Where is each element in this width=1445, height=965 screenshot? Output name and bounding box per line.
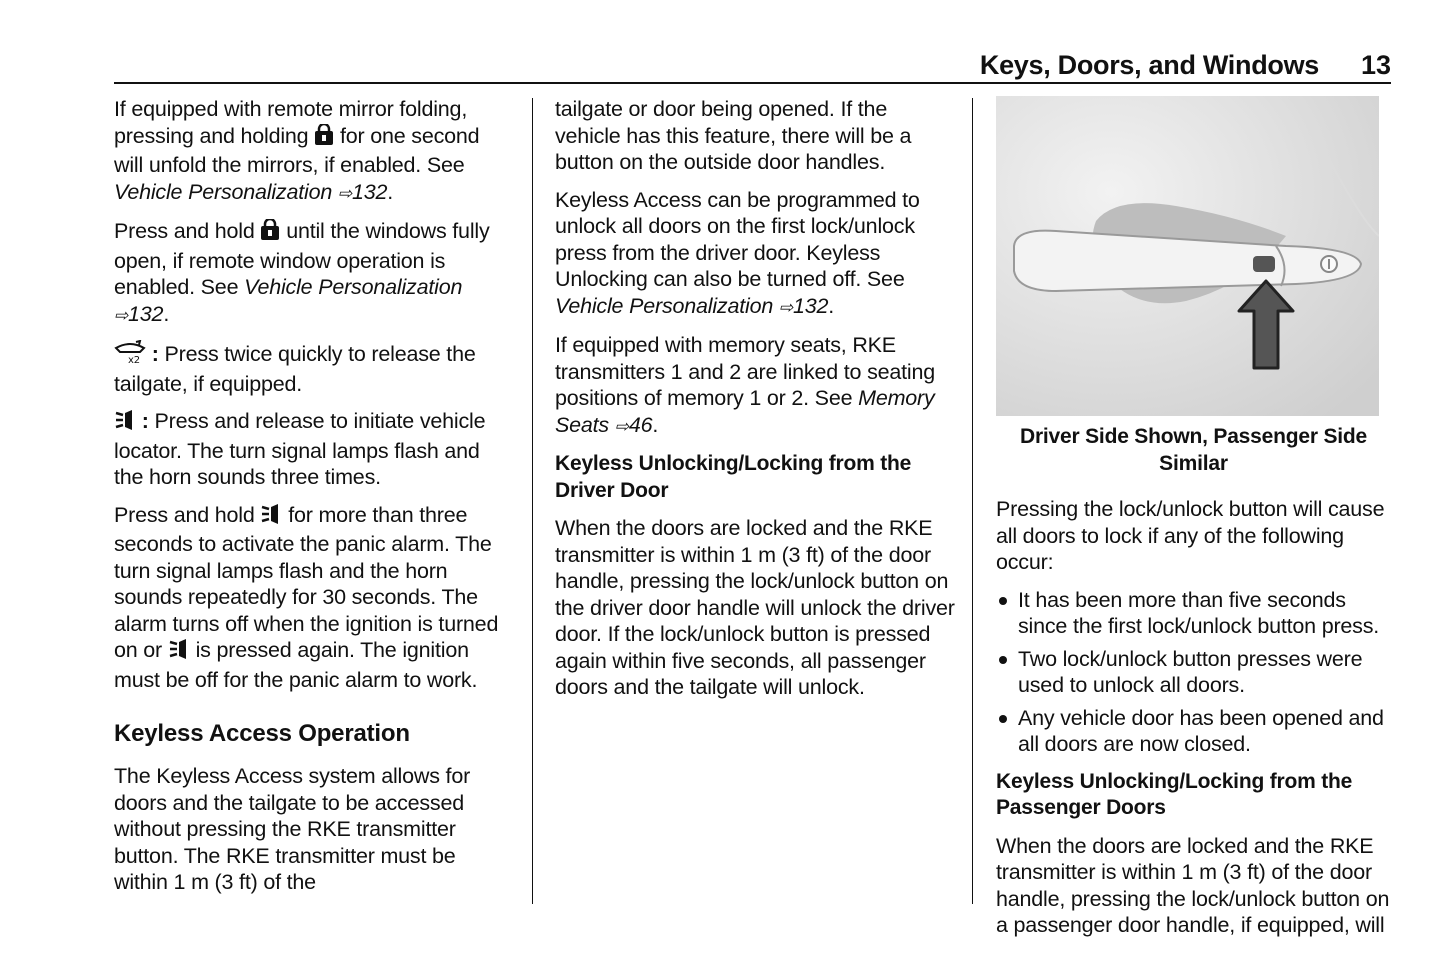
figure-caption: Driver Side Shown, Passenger Side Similar bbox=[1019, 425, 1368, 475]
page-number: 13 bbox=[1360, 50, 1391, 80]
paragraph-driver-door: When the doors are locked and the RKE transmitter is within 1 m (3 ft) of the door handle, pressing the lock/unlock button on the driver door handle will unlock the driver door. If the lock/unlock button is pressed again within five seconds, all passenger doors and the tailgate will unlock. bbox=[555, 516, 955, 699]
lock-icon bbox=[314, 124, 334, 153]
paragraph-window-operation: Press and hold until the windows fully open, if remote window operation is enabled. See Vehicle Personalization ⇨132. bbox=[114, 219, 490, 326]
page-reference[interactable]: 132 bbox=[792, 293, 829, 318]
list-item: Any vehicle door has been opened and all doors are now closed. bbox=[996, 705, 1391, 758]
vehicle-locator-horn-icon bbox=[260, 503, 282, 532]
column-left bbox=[114, 96, 514, 907]
section-title: Keys, Doors, and Windows bbox=[979, 50, 1319, 80]
paragraph-vehicle-locator: : Press and release to initiate vehicle locator. The turn signal lamps flash and the horn sounds three times. bbox=[114, 409, 486, 489]
right-arrow-icon: ⇨ bbox=[614, 416, 629, 436]
cross-reference[interactable]: Memory Seats bbox=[555, 386, 935, 437]
door-handle-illustration bbox=[996, 96, 1379, 416]
paragraph-keyless-programming: Keyless Access can be programmed to unlock all doors on the first lock/unlock press from the driver door. Keyless Unlocking can also be turned off. See Vehicle Personalization ⇨132. bbox=[555, 187, 920, 318]
tailgate-x2-icon bbox=[114, 340, 146, 371]
lock-icon bbox=[260, 219, 280, 248]
column-middle bbox=[555, 96, 955, 712]
paragraph-tailgate: x2 : Press twice quickly to release the tailgate, if equipped. bbox=[114, 342, 476, 396]
paragraph-memory-seats: If equipped with memory seats, RKE transmitters 1 and 2 are linked to seating positions of memory 1 or 2. See Memory Seats ⇨46. bbox=[555, 333, 936, 437]
right-arrow-icon: ⇨ bbox=[114, 305, 129, 325]
paragraph-mirror-folding: If equipped with remote mirror folding, pressing and holding for one second will unfold the mirrors, if enabled. See Vehicle Personalization ⇨132. bbox=[114, 97, 480, 204]
right-arrow-icon: ⇨ bbox=[778, 297, 793, 317]
svg-text:x2: x2 bbox=[128, 355, 140, 364]
vehicle-locator-horn-icon bbox=[168, 638, 190, 667]
page-reference[interactable]: 132 bbox=[128, 301, 164, 326]
paragraph-door-button: tailgate or door being opened. If the vehicle has this feature, there will be a button on the outside door handles. bbox=[555, 97, 912, 174]
section-heading-keyless-access: Keyless Access Operation bbox=[114, 720, 410, 747]
right-arrow-icon: ⇨ bbox=[337, 183, 352, 203]
cross-reference[interactable]: Vehicle Personalization bbox=[555, 293, 774, 318]
vehicle-locator-horn-icon bbox=[114, 409, 136, 438]
subheading-driver-door: Keyless Unlocking/Locking from the Driver Door bbox=[555, 452, 912, 502]
page-reference[interactable]: 132 bbox=[351, 179, 388, 204]
subheading-passenger-doors: Keyless Unlocking/Locking from the Passenger Doors bbox=[996, 769, 1353, 819]
paragraph-keyless-access: The Keyless Access system allows for doors and the tailgate to be accessed without pressing the RKE transmitter button. The RKE transmitter must be within 1 m (3 ft) of the bbox=[114, 764, 471, 894]
list-item: It has been more than five seconds since the first lock/unlock button press. bbox=[996, 587, 1391, 640]
paragraph-lock-conditions: Pressing the lock/unlock button will cause all doors to lock if any of the following occur: bbox=[996, 497, 1385, 574]
conditions-list bbox=[996, 587, 1391, 758]
cross-reference[interactable]: Vehicle Personalization bbox=[114, 179, 333, 204]
column-divider-2 bbox=[972, 98, 973, 904]
list-item: Two lock/unlock button presses were used to unlock all doors. bbox=[996, 646, 1391, 699]
page-header bbox=[114, 48, 1391, 84]
page-reference[interactable]: 46 bbox=[628, 412, 653, 437]
cross-reference[interactable]: Vehicle Personalization bbox=[244, 275, 463, 299]
column-divider-1 bbox=[532, 98, 533, 904]
paragraph-panic-alarm: Press and hold for more than three seconds to activate the panic alarm. The turn signal lamps flash and the horn sounds repeatedly for 30 seconds. The alarm turns off when the ignition is turned on or is pressed again. The ignition must be off for the panic alarm to work. bbox=[114, 502, 499, 692]
column-right bbox=[996, 96, 1391, 950]
paragraph-passenger-doors: When the doors are locked and the RKE transmitter is within 1 m (3 ft) of the door handle, pressing the lock/unlock button on a passenger door handle, if equipped, will bbox=[996, 833, 1390, 937]
